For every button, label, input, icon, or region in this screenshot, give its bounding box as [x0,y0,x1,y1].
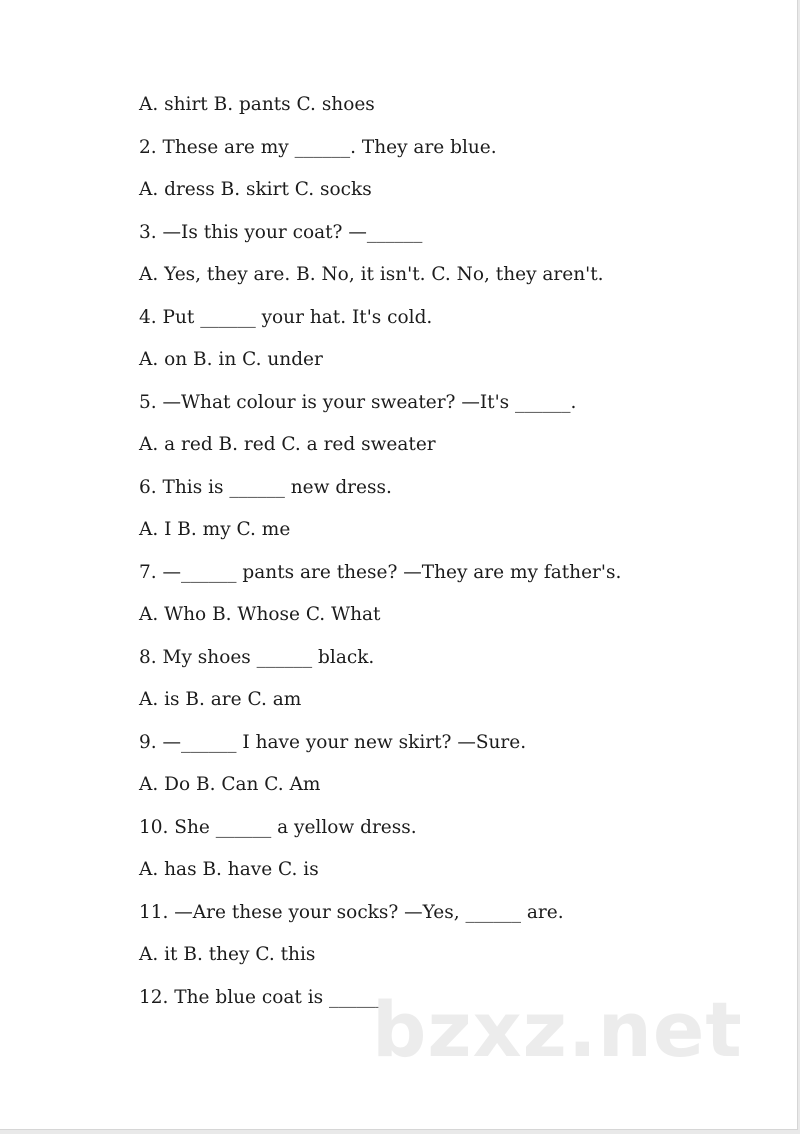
text-line: A. has B. have C. is [139,859,319,880]
exercise-text [139,91,759,1026]
text-line: A. Yes, they are. B. No, it isn't. C. No, they aren't. [139,264,604,285]
text-line: 2. These are my ______. They are blue. [139,136,497,158]
text-line: A. a red B. red C. a red sweater [139,434,436,455]
text-line: A. Who B. Whose C. What [139,604,381,625]
text-line: A. it B. they C. this [139,944,316,965]
text-line: 4. Put ______ your hat. It's cold. [139,306,433,328]
text-line: A. I B. my C. me [139,519,291,540]
text-line: A. shirt B. pants C. shoes [139,94,375,115]
text-line: A. dress B. skirt C. socks [139,179,372,200]
text-line: 8. My shoes ______ black. [139,646,375,668]
text-line: A. on B. in C. under [139,349,323,370]
text-line: 6. This is ______ new dress. [139,476,392,498]
watermark: bzxz.net [372,985,743,1074]
text-line: 9. —______ I have your new skirt? —Sure. [139,731,527,753]
text-line: 3. —Is this your coat? —______ [139,221,423,243]
text-line: 12. The blue coat is ______. [139,986,391,1008]
text-line: A. Do B. Can C. Am [139,774,321,795]
text-line: 7. —______ pants are these? —They are my father's. [139,561,622,583]
text-line: A. is B. are C. am [139,689,302,710]
text-line: 10. She ______ a yellow dress. [139,816,417,838]
text-line: 5. —What colour is your sweater? —It's ______. [139,391,577,413]
text-line: 11. —Are these your socks? —Yes, ______ are. [139,901,564,923]
